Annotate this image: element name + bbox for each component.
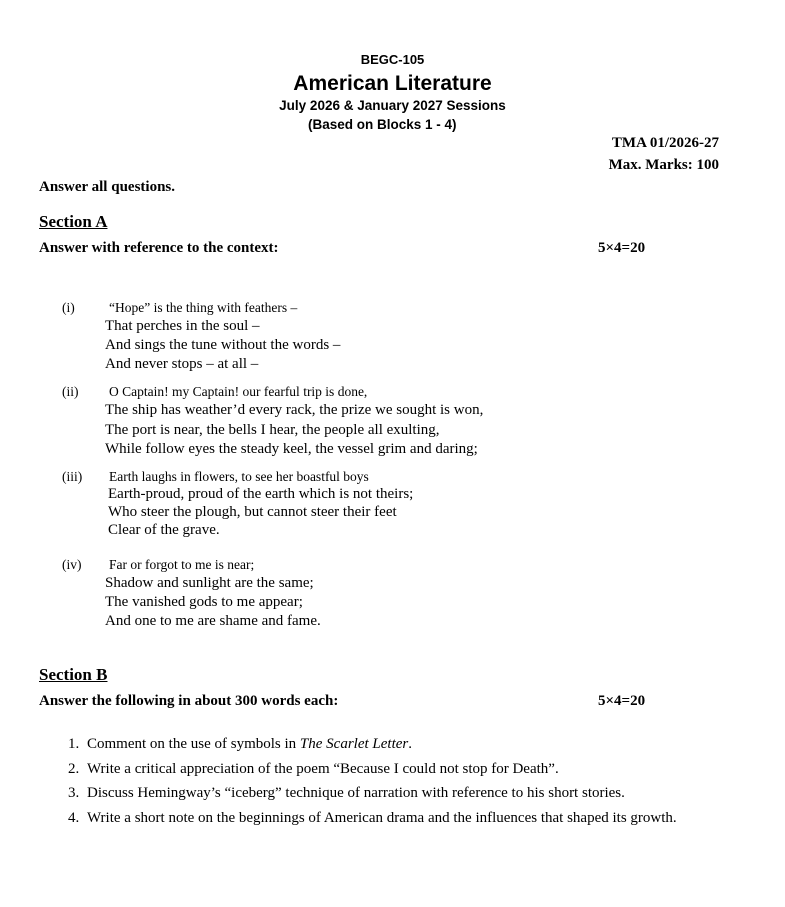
question-text: Write a short note on the beginnings of American drama and the influences that shaped its growth. [87, 810, 677, 826]
blocks-note: (Based on Blocks 1 - 4) [308, 117, 457, 132]
question-number: 1. [68, 736, 80, 752]
poem-line: While follow eyes the steady keel, the vessel grim and daring; [105, 441, 478, 457]
poem-line: The port is near, the bells I hear, the people all exulting, [105, 422, 440, 438]
poem-line: And never stops – at all – [105, 356, 259, 372]
question-number: 4. [68, 810, 80, 826]
section-a-marks: 5×4=20 [598, 240, 646, 256]
poem-line: O Captain! my Captain! our fearful trip is done, [109, 384, 368, 399]
tma-number: TMA 01/2026-27 [611, 135, 719, 151]
passage-number: (ii) [62, 384, 79, 399]
max-marks: Max. Marks: 100 [608, 157, 719, 173]
poem-line: Shadow and sunlight are the same; [105, 575, 314, 591]
course-code: BEGC-105 [360, 52, 425, 67]
question-text [87, 736, 412, 753]
general-instructions: Answer all questions. [39, 179, 175, 195]
question-text-part: Comment on the use of symbols in [87, 736, 300, 752]
poem-line: Far or forgot to me is near; [109, 557, 255, 572]
poem-line: That perches in the soul – [105, 318, 260, 334]
section-b-instruction: Answer the following in about 300 words each: [39, 693, 339, 709]
section-a-instruction: Answer with reference to the context: [39, 240, 279, 256]
question-text-part: . [408, 736, 412, 752]
question-text: Discuss Hemingway’s “iceberg” technique of narration with reference to his short stories. [87, 785, 625, 801]
poem-line: Who steer the plough, but cannot steer their feet [108, 504, 397, 520]
poem-line: Clear of the grave. [108, 522, 220, 538]
passage-number: (i) [62, 300, 75, 315]
poem-line: Earth-proud, proud of the earth which is not theirs; [108, 486, 414, 502]
section-b-heading: Section B [39, 665, 108, 684]
book-title: The Scarlet Letter [299, 736, 409, 752]
passage-number: (iii) [62, 469, 83, 484]
poem-line: And one to me are shame and fame. [105, 613, 321, 629]
question-text: Write a critical appreciation of the poem “Because I could not stop for Death”. [87, 761, 559, 777]
question-number: 2. [68, 761, 80, 777]
poem-line: “Hope” is the thing with feathers – [109, 300, 298, 315]
section-a-heading: Section A [39, 212, 108, 231]
sessions: July 2026 & January 2027 Sessions [279, 98, 506, 113]
poem-line: And sings the tune without the words – [105, 337, 341, 353]
page-title: American Literature [293, 72, 492, 95]
passage-number: (iv) [62, 557, 82, 572]
poem-line: The vanished gods to me appear; [105, 594, 303, 610]
section-b-marks: 5×4=20 [598, 693, 646, 709]
question-number: 3. [68, 785, 80, 801]
poem-line: Earth laughs in flowers, to see her boastful boys [109, 469, 369, 484]
poem-line: The ship has weather’d every rack, the prize we sought is won, [105, 402, 484, 418]
